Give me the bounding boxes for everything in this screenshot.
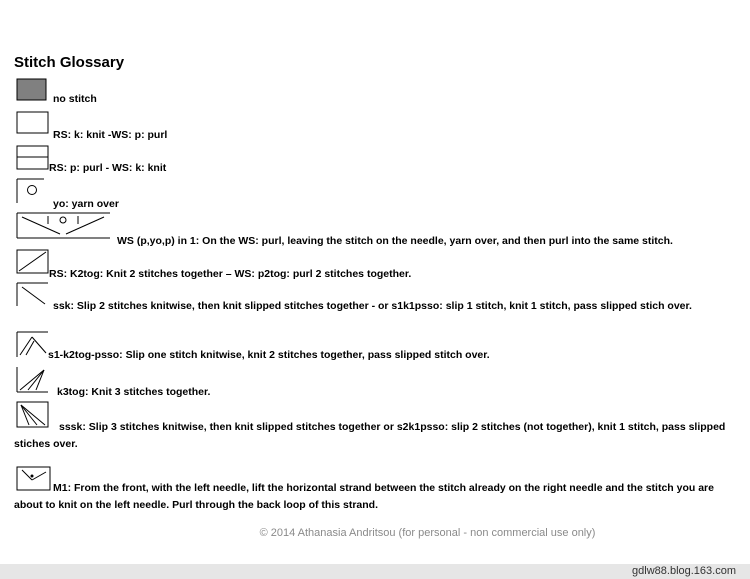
- glossary-entry-knit: RS: k: knit -WS: p: purl: [53, 129, 168, 141]
- footer-bar: [0, 564, 750, 579]
- glossary-entry-s1-k2tog-psso: s1-k2tog-psso: Slip one stitch knitwise, knit 2 stitches together, pass slipped stitch over.: [48, 349, 490, 361]
- glossary-entry-m1: M1: From the front, with the left needle, lift the horizontal strand between the stitch already on the right needle and the stitch you are about to knit on the left needle. Purl through the back loop of this strand.: [14, 482, 714, 511]
- copyright-notice: © 2014 Athanasia Andritsou (for personal - non commercial use only): [259, 527, 596, 539]
- purl-dash-icon: [16, 145, 50, 171]
- filled-grey-square-icon: [16, 78, 48, 102]
- s1-k2tog-psso-icon: [16, 331, 50, 359]
- empty-square-icon: [16, 111, 50, 135]
- footer-watermark[interactable]: gdlw88.blog.163.com: [632, 565, 736, 577]
- glossary-entry-purl: RS: p: purl - WS: k: knit: [49, 162, 167, 174]
- page-title: Stitch Glossary: [14, 54, 125, 71]
- glossary-entry-k2tog: RS: K2tog: Knit 2 stitches together – WS: p2tog: purl 2 stitches together.: [49, 268, 412, 280]
- glossary-entry-pyop: WS (p,yo,p) in 1: On the WS: purl, leaving the stitch on the needle, yarn over, and then purl into the same stitch.: [117, 235, 673, 247]
- k3tog-icon: [16, 366, 50, 394]
- glossary-entry-ssk: ssk: Slip 2 stitches knitwise, then knit slipped stitches together - or s1k1psso: slip 1 stitch, knit 1 stitch, pass slipped stich over.: [53, 300, 692, 312]
- glossary-entry-sssk: sssk: Slip 3 stitches knitwise, then knit slipped stitches together or s2k1psso: slip 2 stitches (not together), knit 1 stitch, pass slipped stiches over.: [14, 421, 726, 450]
- glossary-entry-no-stitch: no stitch: [53, 93, 97, 105]
- k2tog-icon: [16, 249, 50, 275]
- yarn-over-circle-icon: [16, 178, 46, 204]
- glossary-entry-k3tog: k3tog: Knit 3 stitches together.: [57, 386, 211, 398]
- p-yo-p-icon: [16, 212, 112, 240]
- glossary-entry-yarn-over: yo: yarn over: [53, 198, 119, 210]
